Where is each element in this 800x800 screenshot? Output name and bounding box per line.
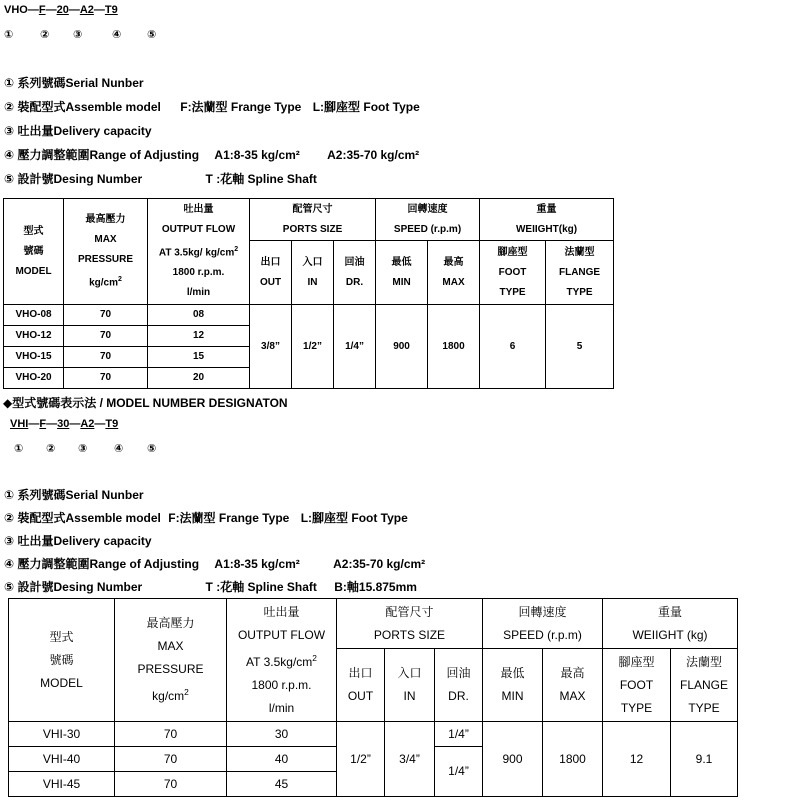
header-weight: 重量 WEIIGHT(kg) [480,199,614,241]
legend-range-adjusting: ④ 壓力調整範圍Range of Adjusting A1:8-35 kg/cm² A2:35-70 kg/cm² [4,557,426,571]
cell-in: 1/2” [292,305,334,389]
cell-dr: 1/4” [435,747,483,797]
header-foot-type: 腳座型 FOOT TYPE [603,649,671,722]
header-ports-size: 配管尺寸 PORTS SIZE [250,199,376,241]
table-cell: 20 [148,368,250,389]
legend-design-number: ⑤ 設計號Desing Number T :花軸 Spline Shaft [4,172,317,186]
legend-assemble-model: ② 裝配型式Assemble model F:法蘭型 Frange Type L:腳座型 Foot Type [4,511,408,525]
cell-min: 900 [483,722,543,797]
model-code-vho: VHO—F—20—A2—T9 [4,4,118,16]
model-code-vhi: VHI—F—30—A2—T9 [10,418,119,430]
header-max: 最高 MAX [543,649,603,722]
table-cell: 40 [227,747,337,772]
header-dr: 回油 DR. [334,241,376,305]
table-cell: 70 [64,347,148,368]
designation-heading: ◆型式號碼表示法 / MODEL NUMBER DESIGNATON [3,396,288,410]
code-position-markers: ① ② ③ ④ ⑤ [4,29,157,41]
header-speed: 回轉速度 SPEED (r.p.m) [376,199,480,241]
header-output-flow: 吐出量 OUTPUT FLOW AT 3.5kg/ $kg/cm^2$ 1800 r.p.m. l/min [148,199,250,305]
cell-foot: 12 [603,722,671,797]
table-cell: 70 [64,368,148,389]
cell-dr: 1/4” [334,305,376,389]
header-max-pressure: 最高壓力 MAX PRESSURE $kg/cm^2$ [64,199,148,305]
header-flange-type: 法蘭型 FLANGE TYPE [546,241,614,305]
table-row [9,722,738,747]
header-out: 出口 OUT [337,649,385,722]
cell-out: 1/2” [337,722,385,797]
header-weight: 重量 WEIIGHT (kg) [603,599,738,649]
legend-serial-number: ① 系列號碼Serial Nunber [4,76,144,90]
table-cell: VHO-20 [4,368,64,389]
header-out: 出口 OUT [250,241,292,305]
cell-flange: 9.1 [671,722,738,797]
header-in: 入口 IN [385,649,435,722]
header-model: 型式 號碼 MODEL [4,199,64,305]
table-cell: 70 [115,722,227,747]
legend-assemble-model: ② 裝配型式Assemble model F:法蘭型 Frange Type L:腳座型 Foot Type [4,100,420,114]
cell-dr: 1/4” [435,722,483,747]
legend-delivery-capacity: ③ 吐出量Delivery capacity [4,124,152,138]
cell-min: 900 [376,305,428,389]
spec-table-vho [3,198,614,389]
cell-foot: 6 [480,305,546,389]
spec-table-vhi [8,598,738,797]
cell-out: 3/8” [250,305,292,389]
header-foot-type: 腳座型 FOOT TYPE [480,241,546,305]
table-cell: 70 [115,772,227,797]
header-model: 型式 號碼 MODEL [9,599,115,722]
table-cell: 15 [148,347,250,368]
table-cell: VHI-45 [9,772,115,797]
header-dr: 回油 DR. [435,649,483,722]
table-cell: 08 [148,305,250,326]
header-min: 最低 MIN [376,241,428,305]
cell-flange: 5 [546,305,614,389]
cell-max: 1800 [543,722,603,797]
header-min: 最低 MIN [483,649,543,722]
table-cell: VHO-08 [4,305,64,326]
table-cell: VHI-30 [9,722,115,747]
table-cell: VHO-15 [4,347,64,368]
table-cell: VHI-40 [9,747,115,772]
header-flange-type: 法蘭型 FLANGE TYPE [671,649,738,722]
header-max-pressure: 最高壓力 MAX PRESSURE $kg/cm^2$ [115,599,227,722]
header-speed: 回轉速度 SPEED (r.p.m) [483,599,603,649]
header-ports-size: 配管尺寸 PORTS SIZE [337,599,483,649]
table-cell: 70 [115,747,227,772]
legend-design-number: ⑤ 設計號Desing Number T :花軸 Spline Shaft B:軸15.875mm [4,580,417,594]
cell-in: 3/4” [385,722,435,797]
legend-range-adjusting: ④ 壓力調整範圍Range of Adjusting A1:8-35 kg/cm² A2:35-70 kg/cm² [4,148,420,162]
legend-delivery-capacity: ③ 吐出量Delivery capacity [4,534,152,548]
header-output-flow: 吐出量 OUTPUT FLOW AT $3.5kg/cm^2$ 1800 r.p.m. l/min [227,599,337,722]
code-position-markers: ① ② ③ ④ ⑤ [14,443,157,455]
table-cell: 45 [227,772,337,797]
header-in: 入口 IN [292,241,334,305]
table-cell: 70 [64,305,148,326]
table-cell: 12 [148,326,250,347]
legend-serial-number: ① 系列號碼Serial Nunber [4,488,144,502]
table-row [4,305,614,326]
table-cell: 70 [64,326,148,347]
table-cell: 30 [227,722,337,747]
cell-max: 1800 [428,305,480,389]
header-max: 最高 MAX [428,241,480,305]
table-cell: VHO-12 [4,326,64,347]
